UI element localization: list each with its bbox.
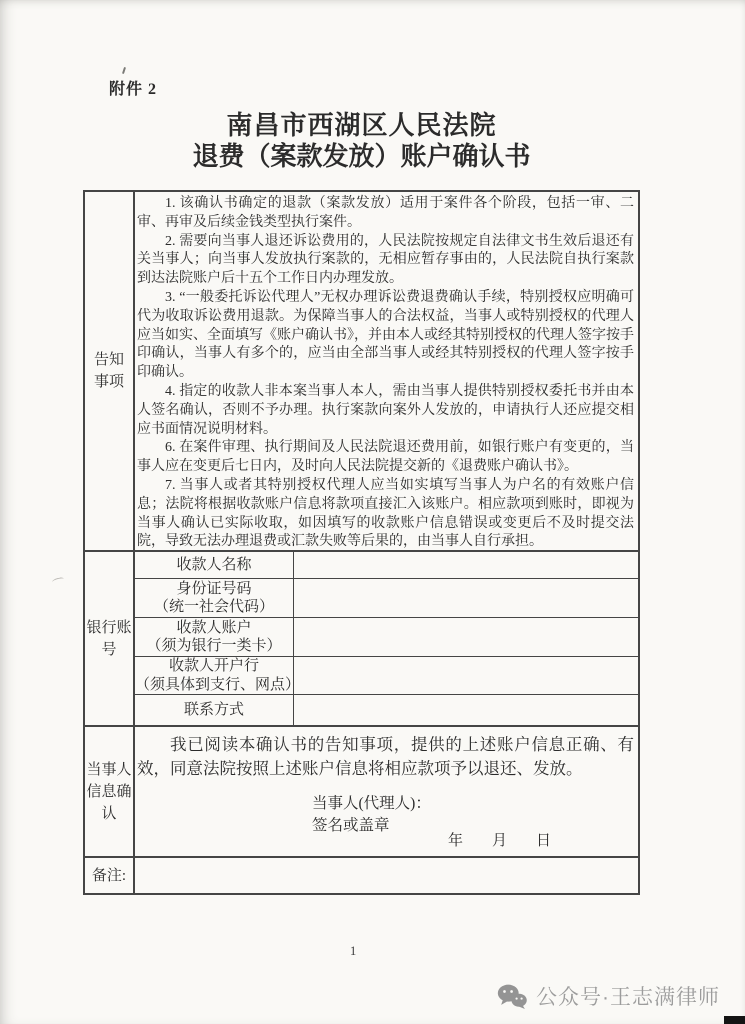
bank-value-cell <box>294 552 638 578</box>
attachment-label: 附件 2 <box>109 81 158 98</box>
remark-section <box>85 858 638 893</box>
scan-artifact <box>122 67 126 74</box>
table-row <box>135 657 638 695</box>
signer-label: 当事人(代理人)： <box>312 795 431 812</box>
confirmation-section-label-text: 当事人信息确认 <box>86 761 132 822</box>
wechat-icon <box>497 984 527 1009</box>
bank-value-cell <box>294 618 638 656</box>
title-form-name: 退费（案款发放）账户确认书 <box>192 142 531 171</box>
document-title <box>83 110 640 172</box>
watermark-text: 公众号·王志满律师 <box>536 986 720 1009</box>
bank-row-label <box>135 618 294 656</box>
table-row <box>135 695 638 725</box>
bank-row-label <box>135 552 294 578</box>
notice-item: 3. “一般委托诉讼代理人”无权办理诉讼费退费确认手续，特别授权应明确可代为收取诉讼费用退款。为保障当事人的合法权益，当事人或特别授权的代理人应当如实、全面填写《账户确认书》，并由本人或经其特别授权的代理人签字按手印确认，当事人有多个的，应当由全部当事人或经其特别授权的代理人签字按手印确认。 <box>137 289 634 381</box>
bank-row-label <box>135 657 301 694</box>
page-number: 1 <box>350 944 357 958</box>
bank-row-label-text: 身份证号码 <box>176 580 252 597</box>
remark-value-cell <box>135 858 638 893</box>
date-line: 年 月 日 <box>447 833 558 849</box>
confirmation-form-table <box>83 190 640 895</box>
confirmation-section-label <box>85 727 135 856</box>
notice-item: 7. 当事人或者其特别授权代理人应当如实填写当事人为户名的有效账户信息；法院将根据收款账户信息将款项直接汇入该账户。相应款项到账时，即视为当事人确认已实际收取，如因填写的收款账户信息错误或变更后不及时提交法院，导致无法办理退费或汇款失败等后果的，由当事人自行承担。 <box>137 477 634 550</box>
table-row <box>135 552 638 579</box>
bank-row-label-text: 收款人账户 <box>176 619 252 636</box>
notice-section-label <box>85 192 135 550</box>
bank-row-label-text: 收款人名称 <box>176 556 252 573</box>
bank-section-label <box>85 552 135 725</box>
bank-section-label-text: 银行账号 <box>86 619 132 658</box>
bank-row-label <box>135 695 294 725</box>
party-confirmation-section <box>85 727 638 858</box>
bank-value-cell <box>294 579 638 617</box>
bank-row-sublabel-text: （统一社会代码） <box>153 599 274 615</box>
bank-account-section <box>85 552 638 727</box>
notice-item: 6. 在案件审理、执行期间及人民法院退还费用前，如银行账户有变更的，当事人应在变更后七日内，及时向人民法院提交新的《退费账户确认书》。 <box>137 440 634 475</box>
notice-section-label-text: 告知事项 <box>93 352 124 390</box>
notice-item: 4. 指定的收款人非本案当事人本人，需由当事人提供特别授权委托书并由本人签名确认，否则不予办理。执行案款向案外人发放的，申请执行人还应提交相应书面情况说明材料。 <box>137 383 634 437</box>
bank-row-label-text: 联系方式 <box>183 701 244 718</box>
bank-value-cell <box>294 657 638 694</box>
bank-rows <box>135 552 638 725</box>
table-row <box>135 579 638 618</box>
signature-hint: 签名或盖章 <box>312 817 390 834</box>
remark-label <box>85 858 135 893</box>
notice-items <box>135 192 638 550</box>
bank-row-label-text: 收款人开户行 <box>168 658 259 674</box>
notice-item: 1. 该确认书确定的退款（案款发放）适用于案件各个阶段，包括一审、二审、再审及后续金钱类型执行案件。 <box>137 196 634 230</box>
bank-value-cell <box>294 695 638 725</box>
confirmation-statement: 我已阅读本确认书的告知事项，提供的上述账户信息正确、有效，同意法院按照上述账户信息将相应款项予以退还、发放。 <box>137 735 634 778</box>
signature-block <box>312 793 431 837</box>
bank-row-sublabel-text: （须具体到支行、网点） <box>135 676 301 693</box>
notice-section <box>85 192 638 552</box>
notice-item: 2. 需要向当事人退还诉讼费用的，人民法院按规定自法律文书生效后退还有关当事人；向当事人发放执行案款的，无相应暂存事由的，人民法院自执行案款到达法院账户后十五个工作日内办理发放。 <box>137 233 634 287</box>
bank-row-sublabel-text: （须为银行一类卡） <box>146 638 282 654</box>
bank-row-label <box>135 579 294 617</box>
table-row <box>135 618 638 657</box>
confirmation-content <box>135 727 638 856</box>
scan-artifact <box>52 577 65 584</box>
title-court-name: 南昌市西湖区人民法院 <box>226 111 497 140</box>
scan-corner-artifact <box>724 1016 745 1024</box>
remark-label-text: 备注: <box>91 867 127 884</box>
watermark <box>497 981 720 1011</box>
